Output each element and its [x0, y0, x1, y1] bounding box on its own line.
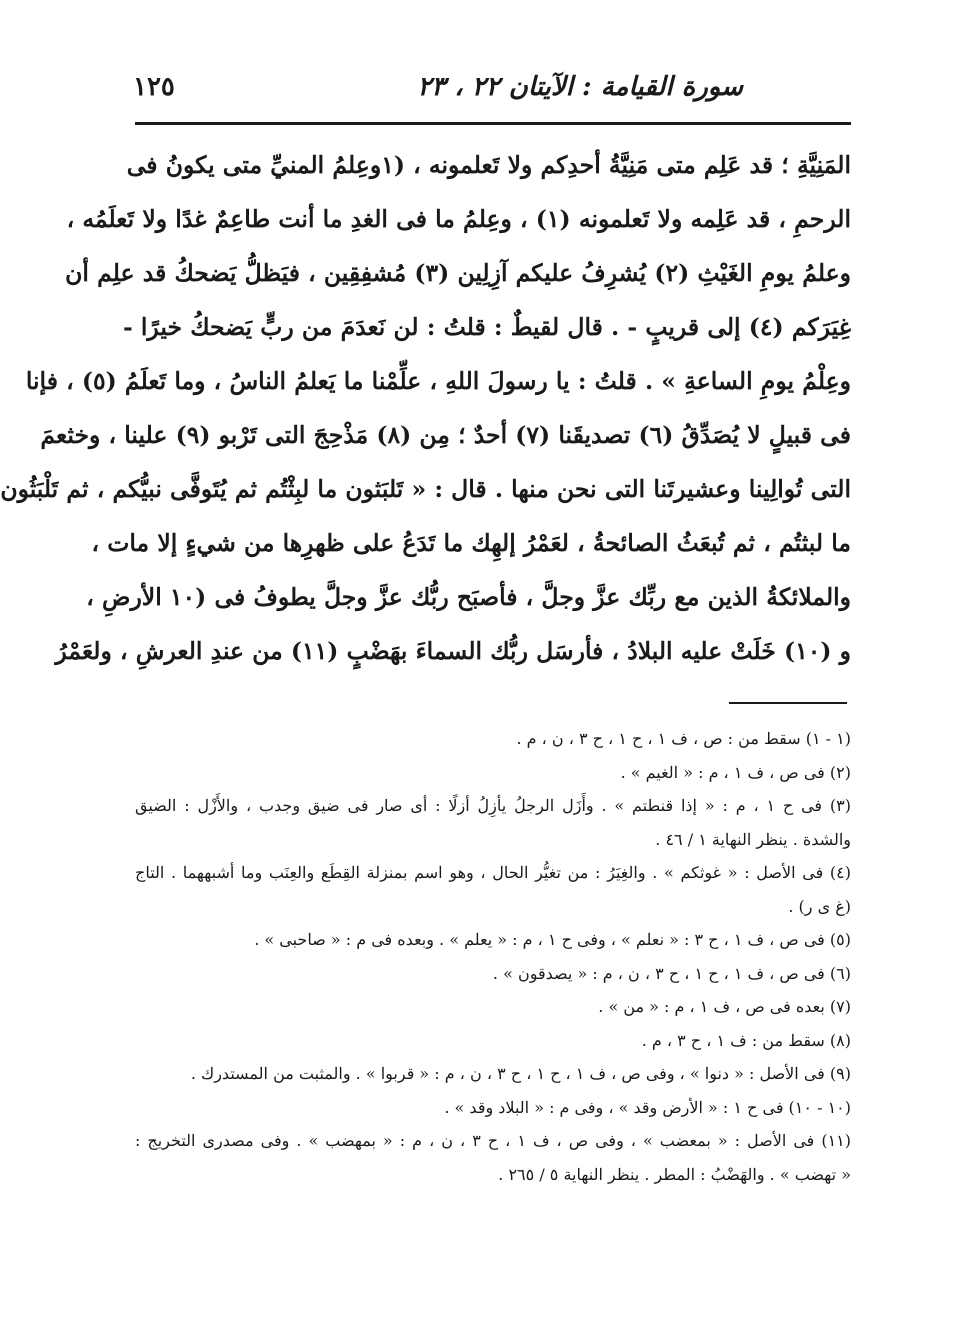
text-line: ما لبثتُم ، ثم تُبعَثُ الصائحةُ ، لعَمْرُ إلهِك ما تَدَعُ على ظهرِها من شيءٍ إلا مات ، — [91, 529, 851, 557]
footnote-line: (١١) فى الأصل : « بمعضب » ، وفى ص ، ف ١ ، ح ٣ ، ن ، م : « بمهضب » . وفى مصدرى التخريج : — [135, 1131, 851, 1150]
footnote-line: « تهضب » . والهَضْبُ : المطر . ينظر النهاية ٥ / ٢٦٥ . — [498, 1164, 851, 1184]
text-line: وعِلْمُ يومِ الساعةِ » . قلتُ : يا رسولَ اللهِ ، علِّمْنا ما يَعلمُ الناسُ ، وما تَعلَمُ (٥) ، فإنا — [25, 367, 851, 395]
page-number: ١٢٥ — [133, 72, 175, 102]
header-rule — [135, 122, 851, 125]
footnote-line: (٦) فى ص ، ف ١ ، ح ١ ، ح ٣ ، ن ، م : « يصدقون » . — [492, 963, 851, 983]
page-header — [133, 66, 853, 110]
footnotes — [135, 722, 851, 1191]
text-line: والملائكةُ الذين مع ربِّك عزَّ وجلَّ ، فأصبَح ربُّك عزَّ وجلَّ يطوفُ فى (١٠ الأرضِ ، — [86, 583, 851, 611]
footnote-line: (٥) فى ص ، ف ١ ، ح ٣ : « نعلم » ، وفى ح ١ ، م : « يعلم » . وبعده فى م : « صاحبى » . — [254, 930, 851, 949]
text-line: المَنِيَّةِ ؛ قد عَلِم متى مَنِيَّةُ أحدِكم ولا تَعلمونه ، (١وعِلمُ المنيِّ متى يكونُ فى — [126, 151, 851, 179]
footnote-separator — [729, 702, 847, 704]
footnote-line: (٧) بعده فى ص ، ف ١ ، م : « من » . — [598, 997, 851, 1016]
text-line: و (١٠) خَلَتْ عليه البلادُ ، فأرسَل ربُّك السماءَ بهَضْبٍ (١١) من عندِ العرشِ ، ولعَمْرُ — [55, 637, 851, 665]
footnote-line: (٨) سقط من : ف ١ ، ح ٣ ، م . — [641, 1030, 851, 1050]
footnote-line: (٩) فى الأصل : « دنوا » ، وفى ص ، ف ١ ، ح ١ ، ح ٣ ، ن ، م : « قربوا » . والمثبت من المستدرك . — [190, 1064, 851, 1083]
text-line: فى قبيلٍ لا يُصَدِّقُ (٦) تصديقَنا (٧) أحدٌ ؛ مِن (٨) مَذْحِجَ التى تَرْبو (٩) علينا ، وخثعمَ — [40, 421, 851, 449]
footnote-line: (غ ى ر) . — [788, 896, 851, 916]
footnote-line: (٤) فى الأصل : « غوثكم » . والغِيَرُ : من تغيُّر الحال ، وهو اسم بمنزلة القِطَع والعِنَب وما أشبههما . التاج — [135, 863, 851, 882]
text-line: الرحمِ ، قد عَلِمه ولا تَعلمونه (١) ، وعِلمُ ما فى الغدِ ما أنت طاعِمٌ غدًا ولا تَعلَمُه ، — [66, 205, 851, 233]
footnote-line: والشدة . ينظر النهاية ١ / ٤٦ . — [655, 829, 851, 849]
text-line: وعلمُ يومِ الغَيْثِ (٢) يُشرِفُ عليكم آزِلِين (٣) مُشفِقِين ، فيَظلُّ يَضحكُ قد علِم أن — [65, 259, 851, 287]
running-title: سورة القيامة : الآيتان ٢٢ ، ٢٣ — [417, 72, 743, 102]
main-text — [0, 138, 851, 678]
footnote-line: (١٠ - ١٠) فى ح ١ : « الأرض وقد » ، وفى م : « البلاد وقد » . — [444, 1097, 851, 1117]
footnote-line: (١ - ١) سقط من : ص ، ف ١ ، ح ١ ، ح ٣ ، ن ، م . — [516, 729, 851, 748]
text-line: التى تُوالِينا وعشيرتَنا التى نحن منها . قال : « تَلبَثون ما لبِثْتُم ثم يُتَوفَّى نبيُّكم ، ثم تَلْبَثُون — [0, 475, 851, 503]
footnote-line: (٣) فى ح ١ ، م : « إذا قنطتم » . وأَزَل الرجلُ يأزِلُ أزلًا : أى صار فى ضيق وجدب ، والأَزْل : الضيق — [135, 796, 852, 815]
text-line: غِيَرَكم (٤) إلى قريبٍ - . قال لقيطٌ : قلتُ : لن نَعدَمَ من ربٍّ يَضحكُ خيرًا - — [122, 313, 851, 341]
footnote-line: (٢) فى ص ، ف ١ ، م : « الغيم » . — [620, 762, 851, 782]
